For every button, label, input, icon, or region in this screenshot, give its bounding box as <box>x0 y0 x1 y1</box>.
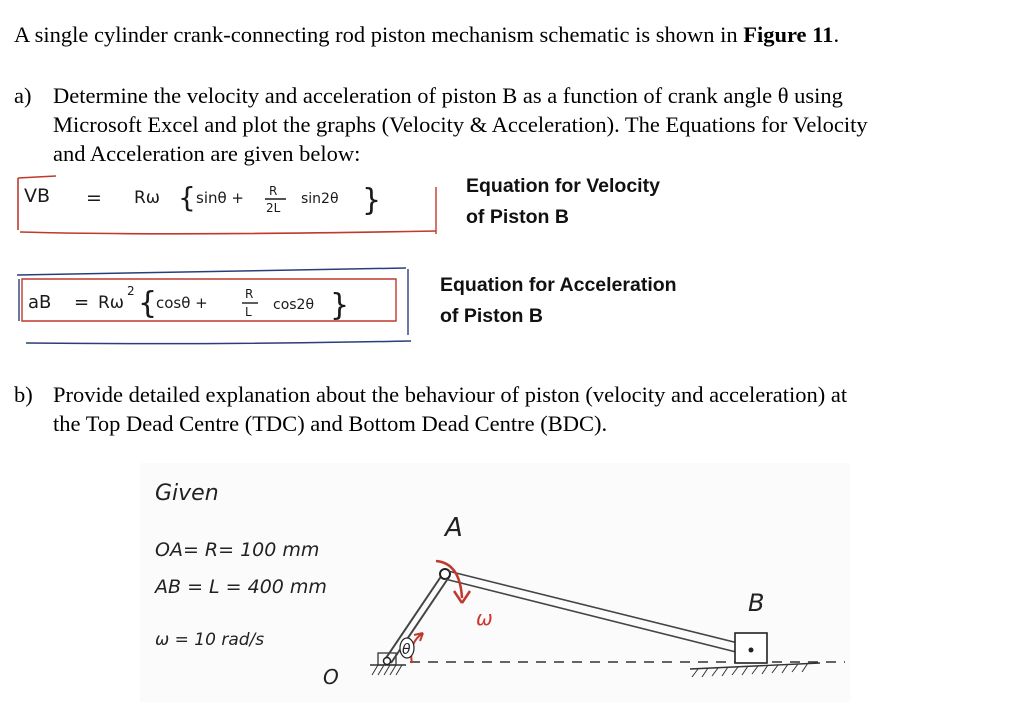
label-b: B <box>748 589 765 617</box>
question-b-label: b) <box>14 382 33 407</box>
acceleration-close-brace: } <box>330 288 350 323</box>
velocity-close-brace: } <box>362 183 382 218</box>
velocity-frac-num: R <box>269 184 278 198</box>
acceleration-term-1: cosθ + <box>156 294 208 312</box>
question-a-line-2: Microsoft Excel and plot the graphs (Velocity & Acceleration). The Equations for Velocity <box>53 112 868 137</box>
acceleration-frac-den: L <box>245 305 252 319</box>
acceleration-term-2: cos2θ <box>273 297 315 313</box>
intro-period: . <box>833 22 840 47</box>
velocity-caption-line-2: of Piston B <box>466 206 569 228</box>
acceleration-caption-line-1: Equation for Acceleration <box>440 274 677 296</box>
question-a-text <box>53 81 1003 168</box>
velocity-term-2: sin2θ <box>301 191 339 207</box>
given-ab: AB = L = 400 mm <box>155 576 327 598</box>
question-a-line-1: Determine the velocity and acceleration of piston B as a function of crank angle θ using <box>53 83 843 108</box>
label-a: A <box>445 513 463 543</box>
joint-o <box>384 658 391 665</box>
acceleration-frac-num: R <box>245 287 254 301</box>
mechanism-figure <box>140 463 850 702</box>
velocity-frac-den: 2L <box>266 201 281 215</box>
question-a-line-3: and Acceleration are given below: <box>53 141 361 166</box>
intro-sentence <box>14 20 839 49</box>
given-title: Given <box>155 481 219 506</box>
intro-text: A single cylinder crank-connecting rod piston mechanism schematic is shown in <box>14 22 744 47</box>
velocity-r-omega: Rω <box>134 188 161 208</box>
label-o: O <box>323 665 339 689</box>
question-b-line-1: Provide detailed explanation about the behaviour of piston (velocity and acceleration) at <box>53 382 848 407</box>
velocity-equation-image <box>16 170 446 242</box>
velocity-caption <box>466 171 660 233</box>
velocity-equals: = <box>86 187 102 209</box>
question-b-line-2: the Top Dead Centre (TDC) and Bottom Dead Centre (BDC). <box>53 411 608 436</box>
figure-reference: Figure 11 <box>743 22 834 47</box>
acceleration-lhs: aB <box>28 292 52 313</box>
acceleration-caption <box>440 270 677 332</box>
question-a-label: a) <box>14 83 32 108</box>
acceleration-open-brace: { <box>138 286 158 321</box>
question-b-text <box>53 380 1003 438</box>
velocity-open-brace: { <box>178 181 196 214</box>
velocity-lhs: VB <box>24 185 51 207</box>
theta-label: θ <box>402 642 411 658</box>
acceleration-r-omega: Rω <box>98 293 125 313</box>
acceleration-equals: = <box>74 292 90 313</box>
acceleration-caption-line-2: of Piston B <box>440 305 543 327</box>
given-omega: ω = 10 rad/s <box>155 630 265 650</box>
velocity-term-1: sinθ + <box>196 189 245 207</box>
acceleration-equation-image <box>16 265 416 347</box>
piston-pin <box>749 648 754 653</box>
acceleration-exponent: 2 <box>127 284 135 298</box>
given-oa: OA= R= 100 mm <box>155 539 320 561</box>
velocity-caption-line-1: Equation for Velocity <box>466 175 660 197</box>
omega-label: ω <box>476 606 493 630</box>
